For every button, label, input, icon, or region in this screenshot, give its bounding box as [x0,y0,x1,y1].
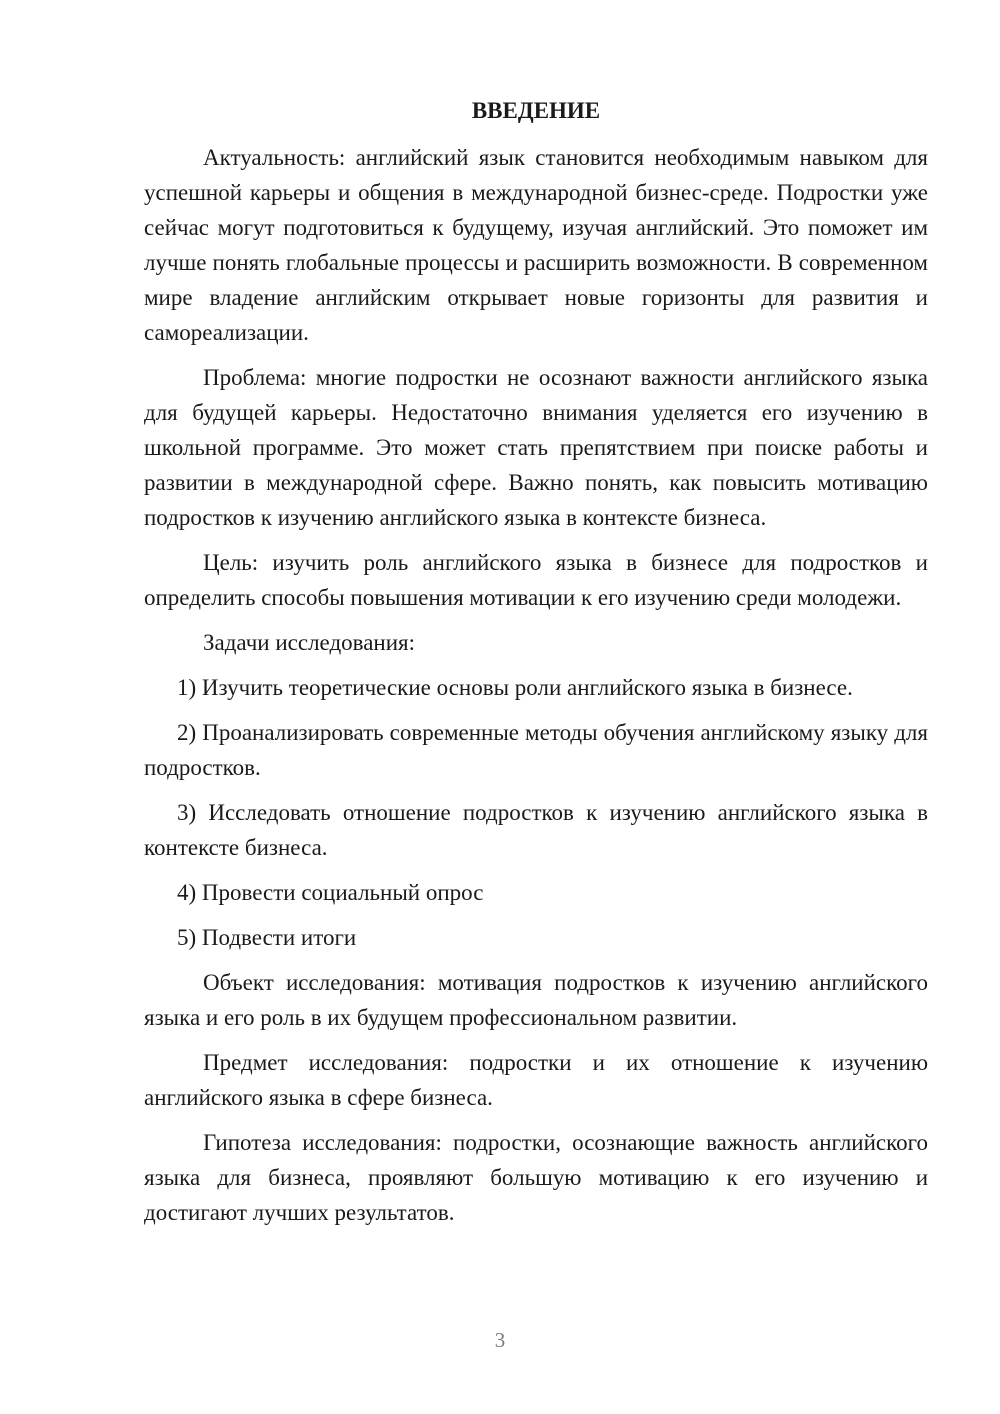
goal-paragraph: Цель: изучить роль английского языка в бизнесе для подростков и определить способы повышения мотивации к его изучению среди молодежи. [144,550,928,610]
hypothesis-paragraph: Гипотеза исследования: подростки, осознающие важность английского языка для бизнеса, проявляют большую мотивацию к его изучению и достигают лучших результатов. [144,1130,928,1225]
relevance-paragraph: Актуальность: английский язык становится необходимым навыком для успешной карьеры и общения в международной бизнес-среде. Подростки уже сейчас могут подготовиться к будущему, изучая английский. Это поможет им лучше понять глобальные процессы и расширить возможности. В современном мире владение английским открывает новые горизонты для развития и самореализации. [144,145,928,345]
task-item: 2) Проанализировать современные методы обучения английскому языку для подростков. [144,720,928,780]
task-item: 4) Провести социальный опрос [177,880,484,905]
section-title: ВВЕДЕНИЕ [471,98,601,123]
problem-paragraph: Проблема: многие подростки не осознают важности английского языка для будущей карьеры. Недостаточно внимания уделяется его изучению в школьной программе. Это может стать препятствием при поиске работы и развитии в международной сфере. Важно понять, как повысить мотивацию подростков к изучению английского языка в контексте бизнеса. [144,365,928,530]
document-page [144,96,928,1240]
object-paragraph: Объект исследования: мотивация подростков к изучению английского языка и его роль в их будущем профессиональном развитии. [144,970,928,1030]
task-item: 3) Исследовать отношение подростков к изучению английского языка в контексте бизнеса. [144,800,928,860]
tasks-list [144,670,928,955]
subject-paragraph: Предмет исследования: подростки и их отношение к изучению английского языка в сфере бизнеса. [144,1050,928,1110]
task-item: 5) Подвести итоги [177,925,357,950]
page-number: 3 [494,1328,506,1352]
task-item: 1) Изучить теоретические основы роли английского языка в бизнесе. [177,675,853,700]
tasks-heading: Задачи исследования: [203,630,416,655]
